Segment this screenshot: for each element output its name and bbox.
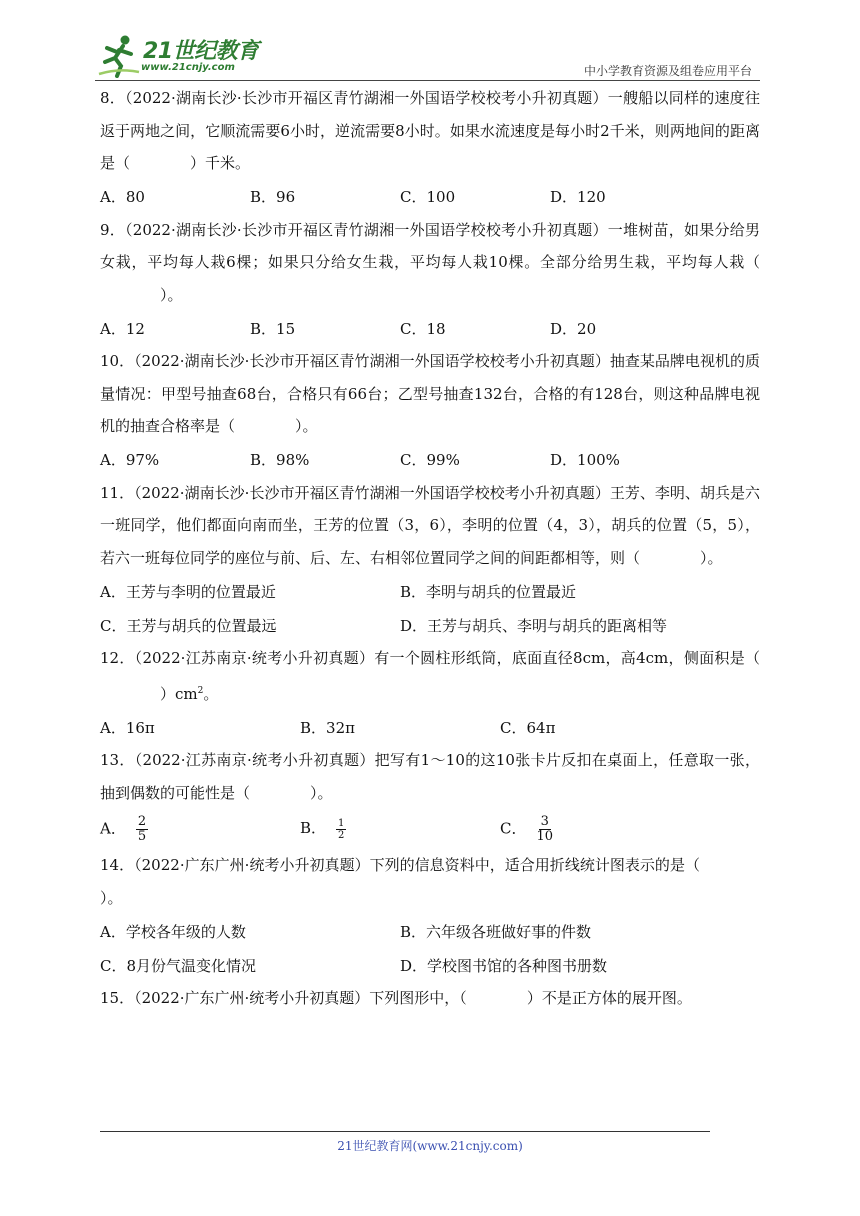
option-a[interactable]: A．97% xyxy=(100,451,160,469)
question-text xyxy=(100,345,760,443)
options-row xyxy=(100,948,760,982)
option-label: C． xyxy=(500,819,527,837)
platform-name: 中小学教育资源及组卷应用平台 xyxy=(583,64,752,78)
options-row xyxy=(100,710,760,744)
option-b[interactable]: B．96 xyxy=(250,188,296,206)
question-13 xyxy=(100,744,760,849)
question-11 xyxy=(100,477,760,643)
denominator: 10 xyxy=(536,828,554,844)
question-prefix: 8．（2022·湖南长沙·长沙市开福区青竹湖湘一外国语学校校考小升初真题）一艘船以同样的速度往返于两地之间，它顺流需要6小时，逆流需要8小时。如果水流速度是每小时2千米，则两地间的距离是（ xyxy=(100,89,760,172)
question-9 xyxy=(100,214,760,346)
question-suffix: ）。 xyxy=(160,285,183,304)
site-logo[interactable] xyxy=(95,32,265,78)
option-c[interactable]: C．100 xyxy=(400,188,456,206)
question-suffix: ）千米。 xyxy=(190,154,251,172)
option-d[interactable]: D．学校图书馆的各种图书册数 xyxy=(400,956,608,975)
question-10 xyxy=(100,345,760,477)
question-14 xyxy=(100,849,760,982)
question-prefix: 15．（2022·广东广州·统考小升初真题）下列图形中，（ xyxy=(100,989,467,1007)
question-prefix: 12．（2022·江苏南京·统考小升初真题）有一个圆柱形纸筒，底面直径8cm，高4cm，侧面积是（ xyxy=(100,649,760,667)
fraction xyxy=(336,818,346,841)
options-row xyxy=(100,574,760,608)
options-row xyxy=(100,914,760,948)
question-suffix: ）。 xyxy=(100,888,123,907)
fraction xyxy=(536,815,553,844)
question-text xyxy=(100,477,760,575)
option-d[interactable]: D．120 xyxy=(550,188,606,206)
numerator: 2 xyxy=(137,813,147,829)
logo-url: www.21cnjy.com xyxy=(141,62,235,73)
options-row xyxy=(100,809,760,849)
numerator: 1 xyxy=(338,817,345,829)
option-c[interactable]: C．64π xyxy=(500,718,556,737)
question-suffix: ）不是正方体的展开图。 xyxy=(526,989,692,1007)
question-text xyxy=(100,82,760,180)
options-row xyxy=(100,180,760,214)
fraction xyxy=(136,815,148,844)
option-b[interactable]: B．15 xyxy=(250,319,296,338)
question-text xyxy=(100,214,760,312)
question-list xyxy=(100,82,760,1015)
option-a[interactable]: A．16π xyxy=(100,718,155,737)
question-8 xyxy=(100,82,760,214)
question-prefix: 13．（2022·江苏南京·统考小升初真题）把写有1～10的这10张卡片反扣在桌面上，任意取一张，抽到偶数的可能性是（ xyxy=(100,751,760,802)
option-d[interactable]: D．20 xyxy=(550,319,597,338)
option-b[interactable]: B．98% xyxy=(250,451,310,469)
option-c[interactable]: C．8月份气温变化情况 xyxy=(100,956,257,975)
option-b[interactable]: B．六年级各班做好事的件数 xyxy=(400,922,592,941)
option-c[interactable]: C．18 xyxy=(400,319,446,338)
question-15 xyxy=(100,982,760,1015)
option-d[interactable]: D．王芳与胡兵、李明与胡兵的距离相等 xyxy=(400,616,668,635)
option-label: A． xyxy=(100,819,126,837)
question-suffix: ）cm xyxy=(160,684,198,703)
question-end: 。 xyxy=(203,684,219,703)
footer-text[interactable]: 21世纪教育网(www.21cnjy.com) xyxy=(337,1139,523,1153)
question-prefix: 10．（2022·湖南长沙·长沙市开福区青竹湖湘一外国语学校校考小升初真题）抽查某品牌电视机的质量情况：甲型号抽查68台，合格只有66台；乙型号抽查132台，合格的有128台，则这种品牌电视机的抽查合格率是（ xyxy=(100,352,760,435)
option-c[interactable] xyxy=(500,815,700,844)
question-suffix: ）。 xyxy=(700,548,723,567)
option-c[interactable]: C．王芳与胡兵的位置最远 xyxy=(100,616,277,635)
option-a[interactable]: A．80 xyxy=(100,188,145,206)
header-divider xyxy=(95,80,760,81)
question-prefix: 11．（2022·湖南长沙·长沙市开福区青竹湖湘一外国语学校校考小升初真题）王芳、李明、胡兵是六一班同学，他们都面向南而坐，王芳的位置（3，6），李明的位置（4，3），胡兵的位置（5，5），若六一班每位同学的座位与前、后、左、右相邻位置同学之间的间距都相等，则（ xyxy=(100,483,760,567)
option-c[interactable]: C．99% xyxy=(400,451,460,469)
question-suffix: ）。 xyxy=(310,783,333,802)
runner-logo-icon xyxy=(95,32,143,78)
option-a[interactable]: A．王芳与李明的位置最近 xyxy=(100,582,276,601)
logo-text: 21世纪教育 xyxy=(143,39,259,64)
page-header xyxy=(95,28,760,80)
unit-exponent: 2 xyxy=(197,685,204,696)
option-label: B． xyxy=(300,819,327,838)
numerator: 3 xyxy=(540,813,549,829)
option-a[interactable]: A．学校各年级的人数 xyxy=(100,922,246,941)
question-12 xyxy=(100,642,760,744)
question-text xyxy=(100,982,760,1015)
denominator: 2 xyxy=(338,829,345,841)
question-suffix: ）。 xyxy=(295,417,318,435)
option-b[interactable] xyxy=(300,817,500,841)
denominator: 5 xyxy=(137,828,147,844)
options-row xyxy=(100,608,760,642)
option-b[interactable]: B．32π xyxy=(300,718,355,737)
options-row xyxy=(100,443,760,477)
option-d[interactable]: D．100% xyxy=(550,451,620,469)
question-prefix: 14．（2022·广东广州·统考小升初真题）下列的信息资料中，适合用折线统计图表示的是（ xyxy=(100,856,700,874)
question-text xyxy=(100,849,760,914)
option-a[interactable] xyxy=(100,815,300,844)
options-row xyxy=(100,311,760,345)
option-a[interactable]: A．12 xyxy=(100,319,145,338)
question-prefix: 9．（2022·湖南长沙·长沙市开福区青竹湖湘一外国语学校校考小升初真题）一堆树苗，如果分给男女栽，平均每人栽6棵；如果只分给女生栽，平均每人栽10棵。全部分给男生栽，平均每人栽（ xyxy=(100,220,760,271)
question-text xyxy=(100,642,760,710)
footer-divider xyxy=(100,1131,710,1132)
option-b[interactable]: B．李明与胡兵的位置最近 xyxy=(400,582,577,601)
question-text xyxy=(100,744,760,809)
